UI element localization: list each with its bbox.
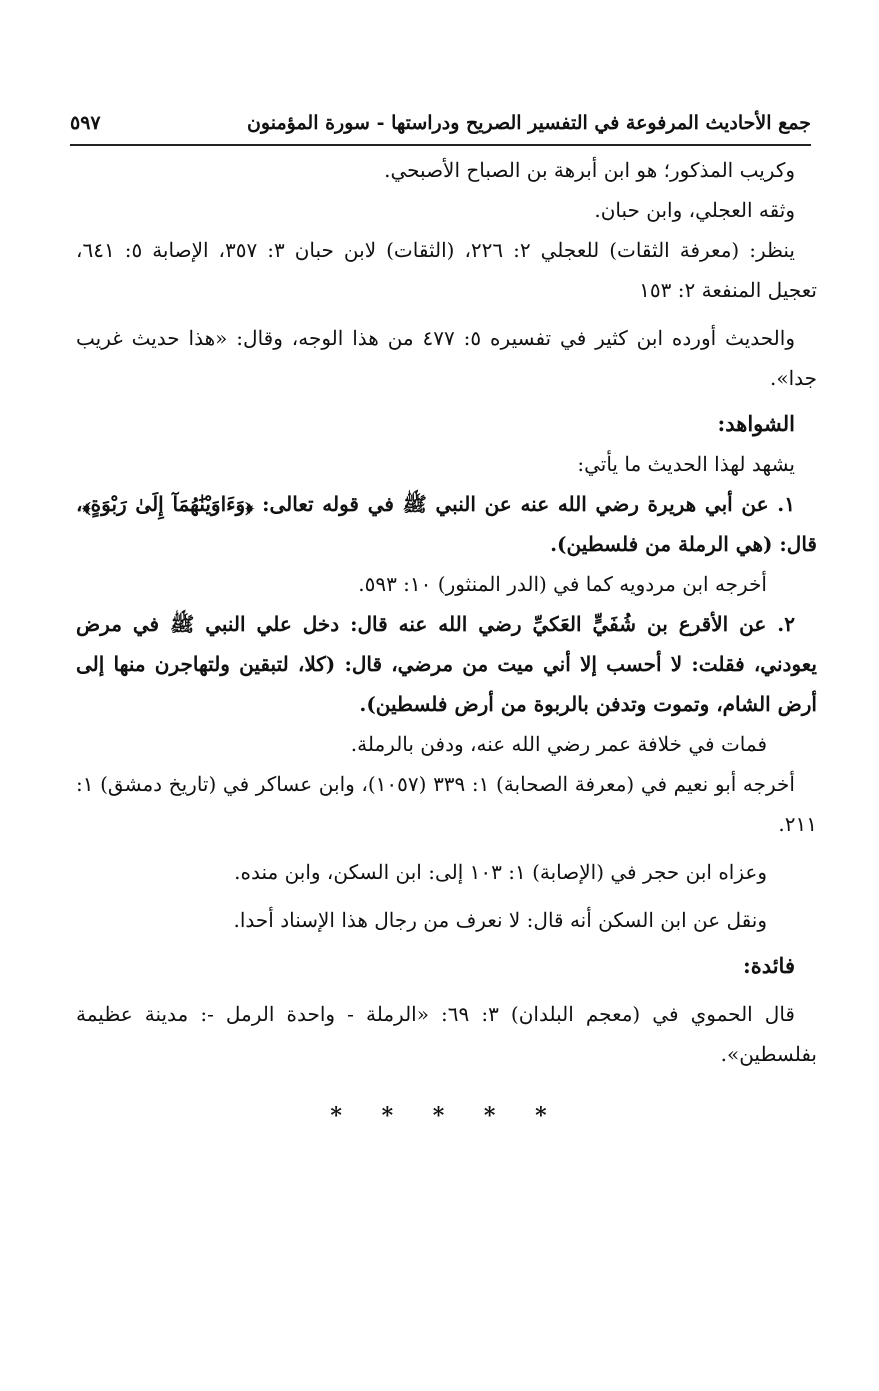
paragraph-hamawi: قال الحموي في (معجم البلدان) ٣: ٦٩: «الرملة - واحدة الرمل -: مدينة عظيمة بفلسطين». (76, 1002, 817, 1066)
takhrij-2: أخرجه أبو نعيم في (معرفة الصحابة) ١: ٣٣٩ (١٠٥٧)، وابن عساكر في (تاريخ دمشق) ١: ٢١١. (76, 772, 817, 836)
paragraph-death: فمات في خلافة عمر رضي الله عنه، ودفن بالرملة. (350, 732, 767, 756)
header-title: جمع الأحاديث المرفوعة في التفسير الصريح ودراستها - سورة المؤمنون (246, 112, 811, 134)
paragraph-ibn-sakan: ونقل عن ابن السكن أنه قال: لا نعرف من رجال هذا الإسناد أحدا. (233, 908, 767, 932)
page-body (76, 150, 817, 1136)
paragraph-tawthiq: وثقه العجلي، وابن حبان. (594, 198, 795, 222)
paragraph-sources-1: ينظر: (معرفة الثقات) للعجلي ٢: ٢٢٦، (الثقات) لابن حبان ٣: ٣٥٧، الإصابة ٥: ٦٤١، تعجيل المنفعة ٢: ١٥٣ (76, 238, 817, 302)
page-number: ٥٩٧ (70, 112, 101, 134)
section-separator: * * * * * (330, 1103, 563, 1129)
section-heading-shawahid: الشواهد: (717, 411, 795, 436)
running-header (70, 108, 811, 146)
paragraph-ibn-kathir: والحديث أورده ابن كثير في تفسيره ٥: ٤٧٧ من هذا الوجه، وقال: «هذا حديث غريب جدا». (76, 326, 817, 390)
section-heading-faida: فائدة: (742, 953, 795, 978)
takhrij-1: أخرجه ابن مردويه كما في (الدر المنثور) ١٠: ٥٩٣. (358, 572, 767, 596)
hadith-2: ٢. عن الأقرع بن شُفَيٍّ العَكيِّ رضي الله عنه قال: دخل علي النبي ﷺ في مرض يعودني، فقلت: لا أحسب إلا أني ميت من مرضي، قال: (كلا، لتبقين ولتهاجرن منها إلى أرض الشام، وتموت وتدفن بالربوة من أرض فلسطين). (76, 612, 817, 716)
paragraph-kurayb: وكريب المذكور؛ هو ابن أبرهة بن الصباح الأصبحي. (384, 158, 795, 182)
hadith-1: ١. عن أبي هريرة رضي الله عنه عن النبي ﷺ في قوله تعالى: ﴿وَءَاوَيْنَٰهُمَآ إِلَىٰ رَبْوَةٍ﴾، قال: (هي الرملة من فلسطين). (76, 492, 817, 556)
paragraph-intro: يشهد لهذا الحديث ما يأتي: (577, 452, 795, 476)
paragraph-ibn-hajar: وعزاه ابن حجر في (الإصابة) ١: ١٠٣ إلى: ابن السكن، وابن منده. (234, 860, 767, 884)
